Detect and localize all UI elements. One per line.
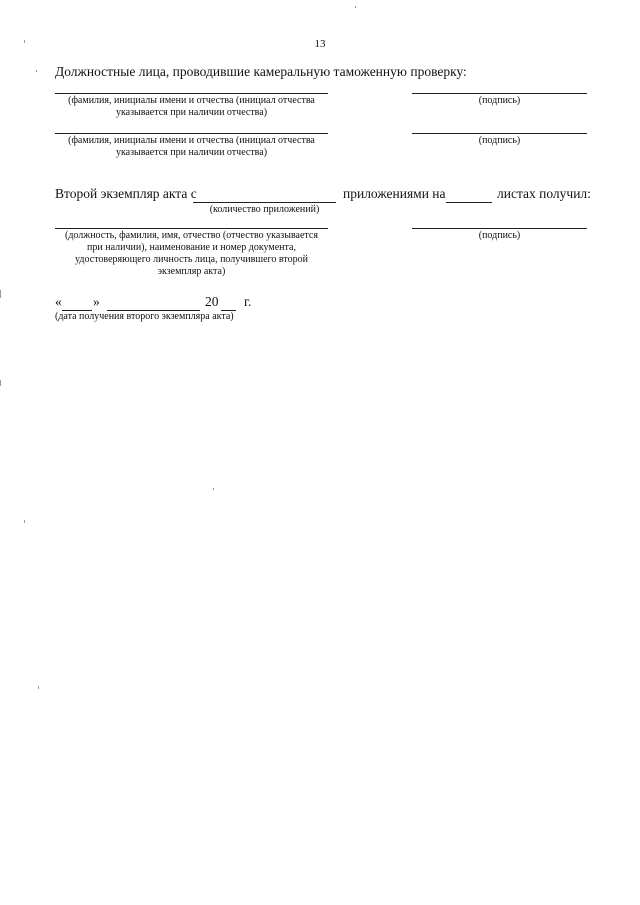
official-1-signature-caption: (подпись) <box>478 95 521 106</box>
page-number: 13 <box>314 38 326 50</box>
date-year-suffix: г. <box>244 294 252 309</box>
officials-heading: Должностные лица, проводившие камеральную таможенную проверку: <box>55 64 467 79</box>
attachments-count-line <box>193 202 336 203</box>
attachments-count-caption: (количество приложений) <box>209 204 320 215</box>
scan-speck <box>355 6 356 8</box>
official-1-signature-line <box>412 93 587 94</box>
official-2-signature-line <box>412 133 587 134</box>
recipient-line <box>55 228 328 229</box>
official-2-name-caption: (фамилия, инициалы имени и отчества (инициал отчества указывается при наличии отчества) <box>68 135 315 158</box>
sheets-count-line <box>446 202 492 203</box>
scan-speck <box>213 488 214 490</box>
scan-speck <box>0 290 1 298</box>
official-2-name-line <box>55 133 328 134</box>
scan-speck <box>0 380 1 386</box>
receipt-text-middle: приложениями на <box>343 186 446 201</box>
receipt-text-end: листах получил: <box>497 186 591 201</box>
recipient-signature-line <box>412 228 587 229</box>
date-century: 20 <box>205 294 219 309</box>
date-caption: (дата получения второго экземпляра акта) <box>55 311 234 322</box>
official-2-signature-caption: (подпись) <box>478 135 521 146</box>
scan-speck <box>24 40 25 43</box>
recipient-signature-caption: (подпись) <box>478 230 521 241</box>
date-open-quote: « <box>55 294 62 309</box>
date-close-quote: » <box>93 294 100 309</box>
recipient-caption: (должность, фамилия, имя, отчество (отчество указывается при наличии), наименование и номер документа, удостоверяющего личность лица, получившего второй экземпляр акта) <box>65 230 318 277</box>
scan-speck <box>36 70 37 72</box>
official-1-name-caption: (фамилия, инициалы имени и отчества (инициал отчества указывается при наличии отчества) <box>68 95 315 118</box>
scan-speck <box>24 520 25 523</box>
receipt-text-start: Второй экземпляр акта с <box>55 186 197 201</box>
scan-speck <box>38 686 39 689</box>
official-1-name-line <box>55 93 328 94</box>
